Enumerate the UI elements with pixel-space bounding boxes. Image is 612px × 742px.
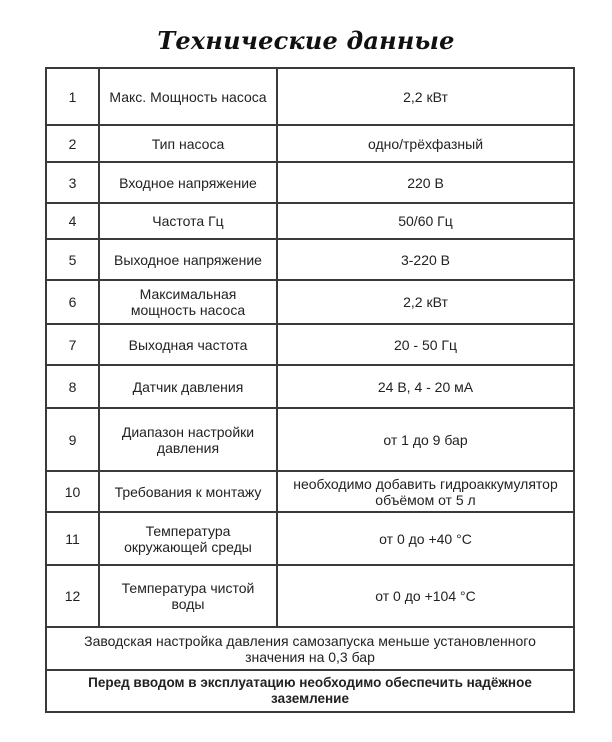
spec-table — [45, 67, 575, 713]
param-name: Диапазон настройки давления — [99, 408, 277, 471]
grounding-warning: Перед вводом в эксплуатацию необходимо обеспечить надёжное заземление — [46, 670, 574, 712]
param-value: от 0 до +40 °С — [277, 512, 574, 565]
table-row — [46, 125, 574, 162]
param-value: одно/трёхфазный — [277, 125, 574, 162]
table-row — [46, 203, 574, 239]
param-name: Температура чистой воды — [99, 565, 277, 627]
row-number: 5 — [46, 239, 99, 280]
param-value: необходимо добавить гидроаккумулятор объёмом от 5 л — [277, 471, 574, 512]
table-row — [46, 365, 574, 408]
table-row — [46, 471, 574, 512]
row-number: 4 — [46, 203, 99, 239]
param-name: Датчик давления — [99, 365, 277, 408]
row-number: 9 — [46, 408, 99, 471]
param-name: Входное напряжение — [99, 162, 277, 203]
row-number: 3 — [46, 162, 99, 203]
param-name: Требования к монтажу — [99, 471, 277, 512]
row-number: 6 — [46, 280, 99, 324]
param-value: 50/60 Гц — [277, 203, 574, 239]
row-number: 11 — [46, 512, 99, 565]
row-number: 7 — [46, 324, 99, 365]
param-name: Выходная частота — [99, 324, 277, 365]
param-value: от 0 до +104 °С — [277, 565, 574, 627]
param-value: 20 - 50 Гц — [277, 324, 574, 365]
page-title: Технические данные — [157, 26, 455, 55]
table-row — [46, 324, 574, 365]
param-name: Температура окружающей среды — [99, 512, 277, 565]
row-number: 2 — [46, 125, 99, 162]
table-row — [46, 239, 574, 280]
param-value: 24 В, 4 - 20 мА — [277, 365, 574, 408]
row-number: 8 — [46, 365, 99, 408]
param-name: Максимальная мощность насоса — [99, 280, 277, 324]
table-row — [46, 627, 574, 670]
table-row — [46, 670, 574, 712]
param-value: 2,2 кВт — [277, 280, 574, 324]
table-row — [46, 565, 574, 627]
param-name: Тип насоса — [99, 125, 277, 162]
param-value: 3-220 В — [277, 239, 574, 280]
param-name: Макс. Мощность насоса — [99, 68, 277, 125]
table-row — [46, 68, 574, 125]
table-row — [46, 162, 574, 203]
param-name: Выходное напряжение — [99, 239, 277, 280]
row-number: 1 — [46, 68, 99, 125]
row-number: 12 — [46, 565, 99, 627]
param-value: 220 В — [277, 162, 574, 203]
factory-setting-note: Заводская настройка давления самозапуска меньше установленного значения на 0,3 бар — [46, 627, 574, 670]
table-row — [46, 408, 574, 471]
param-value: от 1 до 9 бар — [277, 408, 574, 471]
param-name: Частота Гц — [99, 203, 277, 239]
table-row — [46, 280, 574, 324]
row-number: 10 — [46, 471, 99, 512]
param-value: 2,2 кВт — [277, 68, 574, 125]
table-row — [46, 512, 574, 565]
